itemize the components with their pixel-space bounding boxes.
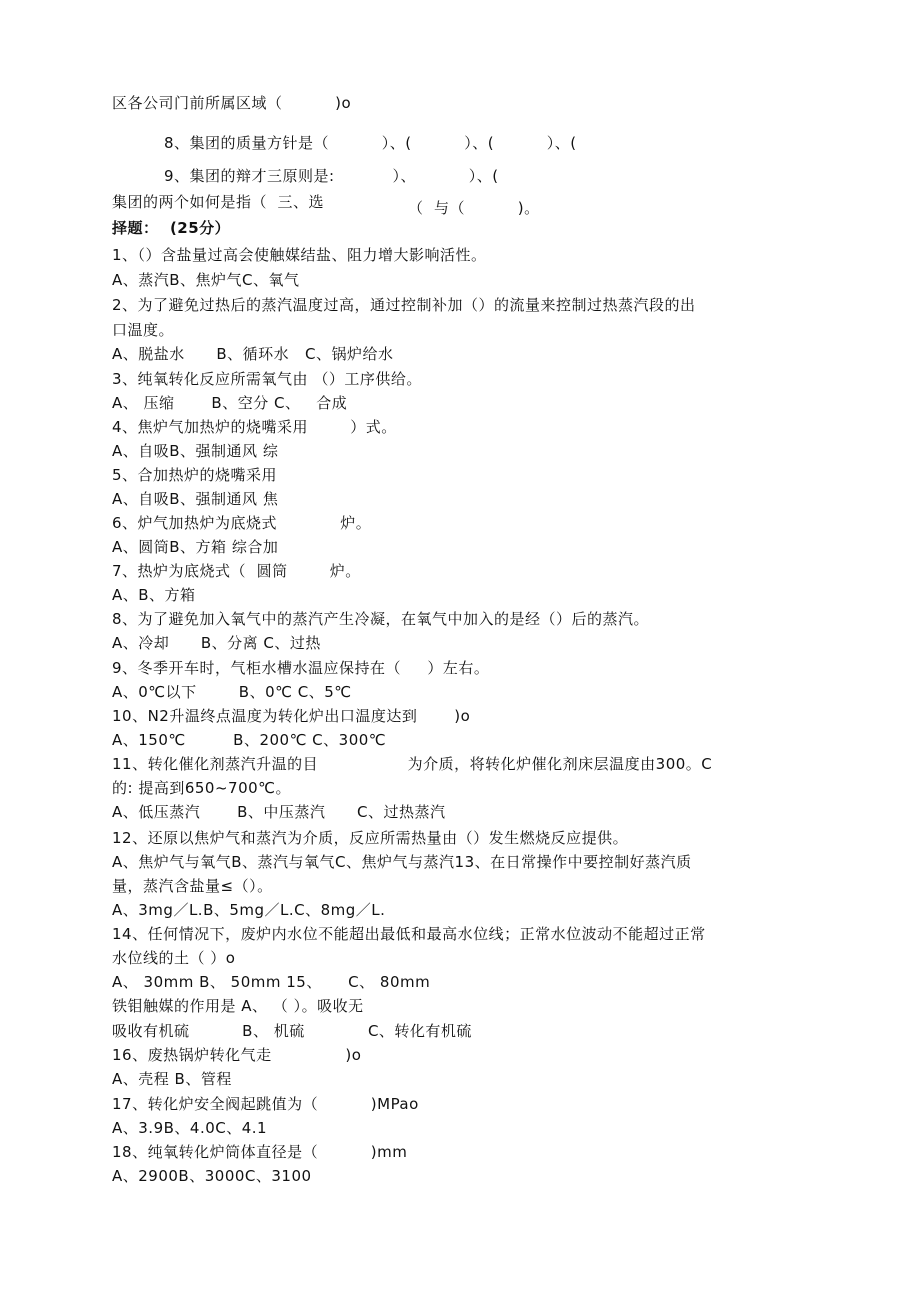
question-line: 7、热炉为底烧式（ 圆筒 炉。 [112, 562, 361, 580]
section-heading: 择题： (25分） [112, 219, 231, 237]
question-line: 17、转化炉安全阀起跳值为（ )MPao [112, 1095, 419, 1113]
answer-line: A、150℃ B、200℃ C、300℃ [112, 731, 387, 749]
question-line: 水位线的土（ ）o [112, 949, 236, 967]
question-line: 的: 提高到650~700℃。 [112, 779, 291, 797]
question-line: 3、纯氧转化反应所需氧气由 （）工序供给。 [112, 370, 422, 388]
answer-line: A、 压缩 B、空分 C、 合成 [112, 394, 348, 412]
question-line: 8、为了避免加入氧气中的蒸汽产生冷凝，在氧气中加入的是经（）后的蒸汽。 [112, 610, 650, 628]
question-line: 5、合加热炉的烧嘴采用 [112, 466, 278, 484]
question-line: 口温度。 [112, 321, 175, 339]
question-line: 1、（）含盐量过高会使触媒结盐、阻力增大影响活性。 [112, 246, 487, 264]
answer-line: A、脱盐水 B、循环水 C、锅炉给水 [112, 345, 394, 363]
answer-line: A、焦炉气与氧气B、蒸汽与氧气C、焦炉气与蒸汽13、在日常操作中要控制好蒸汽质 [112, 853, 692, 871]
answer-line: A、冷却 B、分离 C、过热 [112, 634, 321, 652]
answer-line: A、自吸B、强制通风 焦 [112, 490, 279, 508]
answer-line: A、自吸B、强制通风 综 [112, 442, 279, 460]
question-line: 量，蒸汽含盐量≤（）。 [112, 877, 273, 895]
question-line: 12、还原以焦炉气和蒸汽为介质，反应所需热量由（）发生燃烧反应提供。 [112, 829, 629, 847]
answer-line: A、壳程 B、管程 [112, 1070, 232, 1088]
question-line: 铁钼触媒的作用是 A、 （ ）。吸收无 [112, 997, 364, 1015]
question-line: 2、为了避免过热后的蒸汽温度过高，通过控制补加（）的流量来控制过热蒸汽段的出 [112, 296, 696, 314]
question-line: 14、任何情况下，废炉内水位不能超出最低和最高水位线；正常水位波动不能超过正常 [112, 925, 706, 943]
answer-line: A、0℃以下 B、0℃ C、5℃ [112, 683, 352, 701]
question-line: 16、废热锅炉转化气走 )o [112, 1046, 362, 1064]
question-9: 9、集团的辩才三原则是: ）、 ）、( [164, 167, 499, 185]
question-line: 10、N2升温终点温度为转化炉出口温度达到 )o [112, 707, 471, 725]
text-line: 区各公司门前所属区域（ )o [112, 94, 352, 112]
answer-line: A、圆筒B、方箱 综合加 [112, 538, 279, 556]
question-line: 18、纯氧转化炉筒体直径是（ )mm [112, 1143, 408, 1161]
question-line: 9、冬季开车时，气柜水槽水温应保持在（ ）左右。 [112, 659, 490, 677]
answer-line: A、2900B、3000C、3100 [112, 1167, 312, 1185]
answer-line: A、3.9B、4.0C、4.1 [112, 1119, 268, 1137]
text-line: （ 与（ )。 [408, 199, 540, 217]
answer-line: A、3mg／L.B、5mg／L.C、8mg／L. [112, 901, 386, 919]
question-8: 8、集团的质量方针是（ ）、( ）、( ）、( [164, 134, 577, 152]
question-line: 11、转化催化剂蒸汽升温的目 为介质，将转化炉催化剂床层温度由300。C [112, 755, 713, 773]
answer-line: 吸收有机硫 B、 机硫 C、转化有机硫 [112, 1022, 472, 1040]
text-line: 集团的两个如何是指（ 三、选 [112, 193, 325, 211]
answer-line: A、B、方箱 [112, 586, 196, 604]
answer-line: A、 30mm B、 50mm 15、 C、 80mm [112, 973, 431, 991]
answer-line: A、蒸汽B、焦炉气C、氧气 [112, 271, 300, 289]
question-line: 4、焦炉气加热炉的烧嘴采用 ）式。 [112, 418, 397, 436]
question-line: 6、炉气加热炉为底烧式 炉。 [112, 514, 372, 532]
answer-line: A、低压蒸汽 B、中压蒸汽 C、过热蒸汽 [112, 803, 446, 821]
